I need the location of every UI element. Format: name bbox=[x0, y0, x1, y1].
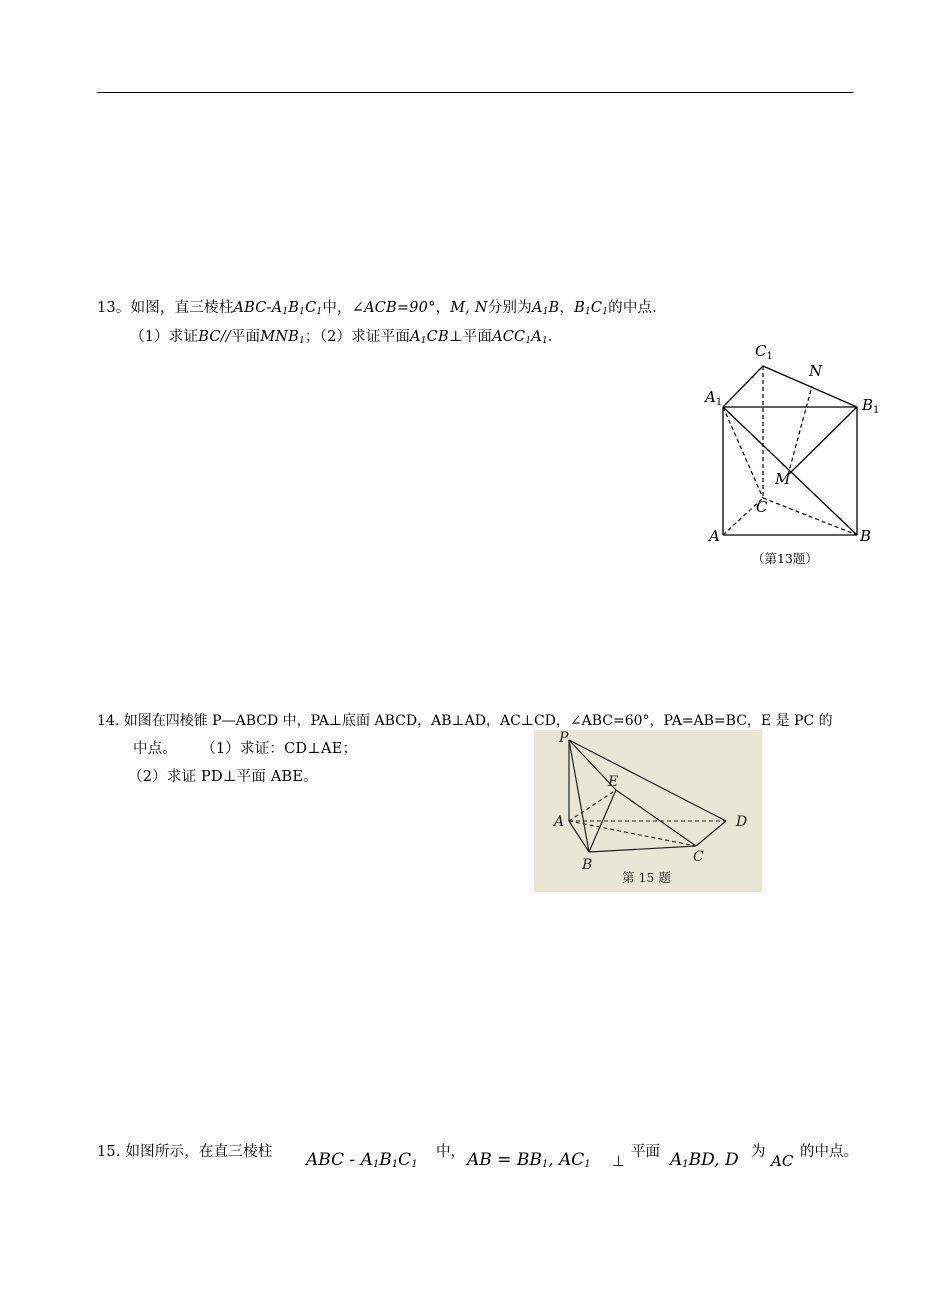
q13-text-c: ， bbox=[435, 300, 451, 316]
q14-label-C: C bbox=[693, 849, 704, 865]
q15-intro: 15. 如图所示，在直三棱柱 bbox=[97, 1144, 273, 1160]
q14-caption: 第 15 题 bbox=[622, 870, 671, 885]
q15-ac: AC bbox=[771, 1152, 794, 1170]
q13-label-A1: $A_1$ bbox=[705, 388, 723, 408]
q13-a1b: $A_1B$ bbox=[531, 300, 560, 317]
q13-label-A: A bbox=[709, 527, 720, 545]
q14-label-A: A bbox=[554, 814, 565, 830]
q15-end: 的中点。 bbox=[800, 1144, 858, 1160]
q13-caption: （第13题） bbox=[752, 551, 818, 566]
q14-line1: 14. 如图在四棱锥 P—ABCD 中，PA⊥底面 ABCD，AB⊥AD，AC⊥CD，∠ABC=60°，PA=AB=BC，E 是 PC 的 bbox=[97, 713, 833, 729]
q13-part1-label: （1）求证 bbox=[130, 329, 199, 345]
q13-label-N: N bbox=[809, 362, 823, 380]
q13-label-B1: $B_1$ bbox=[862, 396, 880, 416]
q13-part1-end: ； bbox=[304, 329, 320, 345]
q13-text-d: 分别为 bbox=[487, 300, 532, 316]
q13-figure bbox=[700, 338, 890, 570]
q13-part1-plane: $MNB_1$ bbox=[260, 329, 305, 346]
q13-part1-bc: BC// bbox=[198, 329, 231, 345]
q15-plane: $A_1BD$, D bbox=[670, 1150, 739, 1170]
q14-label-B: B bbox=[582, 857, 593, 873]
q15-perp: ⊥ bbox=[612, 1154, 625, 1170]
q13-line1 bbox=[97, 296, 667, 317]
header-rule bbox=[97, 92, 853, 93]
q14-line2: 中点。 （1）求证：CD⊥AE； bbox=[133, 741, 358, 757]
q15-pingmian: 平面 bbox=[631, 1144, 660, 1160]
q13-text-e: 的中点． bbox=[608, 300, 667, 316]
q13-part2-plane1: $A_1CB$ bbox=[410, 329, 449, 346]
q13-text-b: 中， bbox=[322, 300, 352, 316]
q14-line3: （2）求证 PD⊥平面 ABE。 bbox=[128, 769, 318, 785]
q13-part2-label: （2）求证平面 bbox=[319, 329, 411, 345]
q14-label-P: P bbox=[559, 730, 569, 746]
q15-zhong: 中， bbox=[436, 1144, 465, 1160]
q13-prism: ABC-$A_1B_1C_1$ bbox=[233, 300, 323, 317]
q13-sep: ， bbox=[559, 300, 575, 316]
q13-line2 bbox=[130, 325, 563, 346]
q13-part2-plane2: $ACC_1A_1$ bbox=[492, 329, 548, 346]
q13-mn: M, N bbox=[450, 300, 488, 316]
q13-part2-perp: ⊥平面 bbox=[448, 329, 493, 345]
q14-label-E: E bbox=[608, 774, 619, 790]
q13-label-B: B bbox=[860, 527, 872, 545]
q13-number: 13。 bbox=[97, 300, 131, 316]
q13-part1-plane-word: 平面 bbox=[230, 329, 261, 345]
q13-b1c1: $B_1C_1$ bbox=[574, 300, 609, 317]
q13-part2-end: ． bbox=[547, 329, 563, 345]
q13-label-M: M bbox=[775, 470, 791, 488]
q13-label-C: C bbox=[756, 498, 768, 516]
q13-text-a: 如图，直三棱柱 bbox=[130, 300, 234, 316]
q14-figure bbox=[534, 730, 762, 892]
q15-prism: ABC - $A_1B_1C_1$ bbox=[306, 1150, 418, 1170]
q15-condition: AB = $BB_1$, $AC_1$ bbox=[467, 1150, 591, 1170]
q14-label-D: D bbox=[736, 814, 748, 830]
q13-label-C1: $C_1$ bbox=[755, 342, 773, 362]
q15-wei: 为 bbox=[751, 1144, 766, 1160]
q13-angle: ∠ACB=90° bbox=[351, 300, 436, 316]
